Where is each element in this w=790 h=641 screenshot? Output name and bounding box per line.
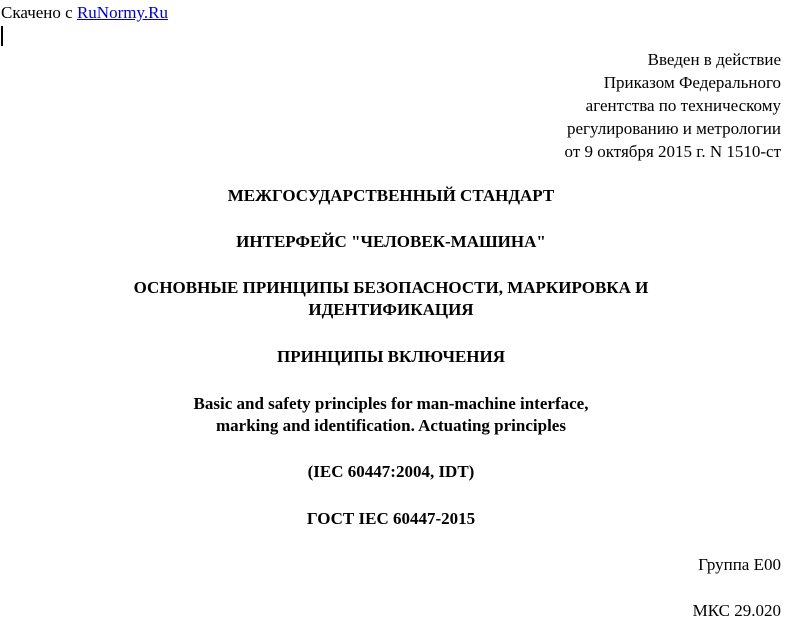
downloaded-from-label: Скачено с <box>1 3 77 22</box>
english-title-line1: Basic and safety principles for man-machine interface, <box>193 394 589 413</box>
approval-line: регулированию и метрологии <box>566 119 781 138</box>
approval-line: Приказом Федерального <box>603 73 781 92</box>
interface-heading: ИНТЕРФЕЙС "ЧЕЛОВЕК-МАШИНА" <box>236 232 546 251</box>
text-cursor <box>1 26 3 46</box>
group-code: Группа Е00 <box>698 555 781 574</box>
english-title <box>0 393 782 437</box>
approval-line: от 9 октября 2015 г. N 1510-ст <box>564 142 781 161</box>
approval-line: агентства по техническому <box>585 96 781 115</box>
iec-reference: (IEC 60447:2004, IDT) <box>307 462 475 481</box>
principles-heading-line2: ИДЕНТИФИКАЦИЯ <box>308 300 474 319</box>
approval-line: Введен в действие <box>647 50 781 69</box>
english-title-line2: marking and identification. Actuating principles <box>216 416 566 435</box>
mks-code: МКС 29.020 <box>692 601 781 620</box>
gost-number: ГОСТ IEC 60447-2015 <box>306 509 476 528</box>
approval-block <box>565 48 781 163</box>
principles-heading-line1: ОСНОВНЫЕ ПРИНЦИПЫ БЕЗОПАСНОСТИ, МАРКИРОВКА И <box>133 278 649 297</box>
runormy-link[interactable]: RuNormy.Ru <box>76 3 168 22</box>
principles-heading <box>0 277 782 321</box>
downloaded-from-line <box>1 3 168 23</box>
actuating-heading: ПРИНЦИПЫ ВКЛЮЧЕНИЯ <box>276 347 506 366</box>
standard-type-heading: МЕЖГОСУДАРСТВЕННЫЙ СТАНДАРТ <box>227 186 555 205</box>
